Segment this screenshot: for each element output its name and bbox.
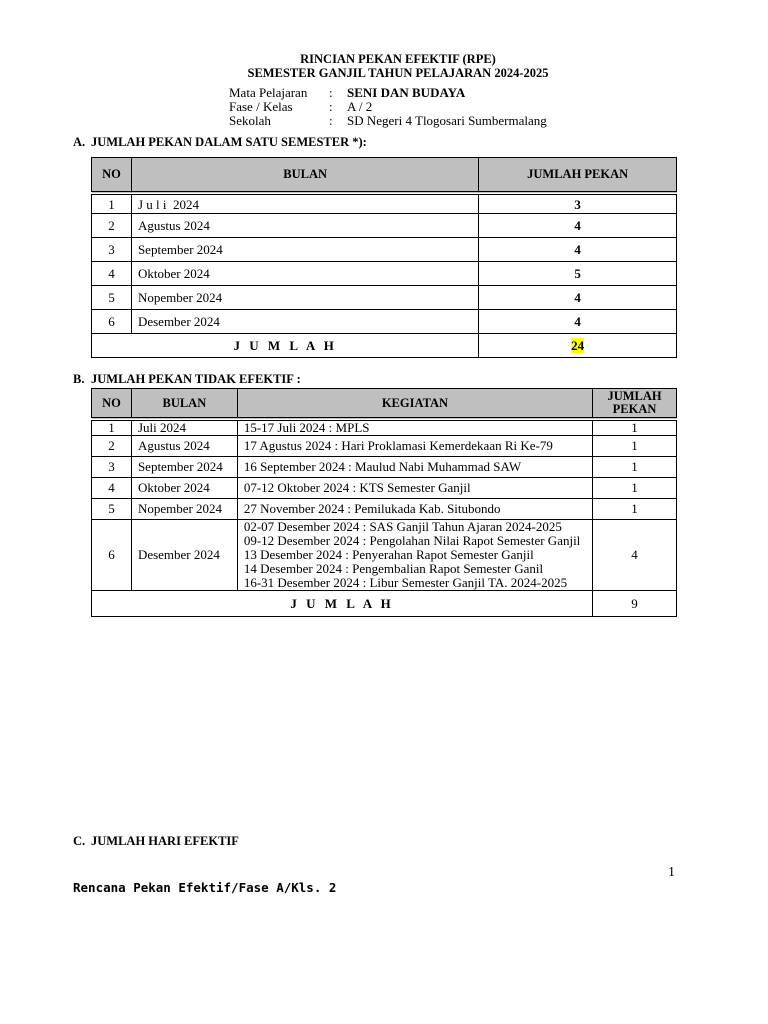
cell-bulan: September 2024 <box>131 238 478 262</box>
table-row <box>92 262 677 286</box>
document-subtitle: SEMESTER GANJIL TAHUN PELAJARAN 2024-2025 <box>247 66 549 80</box>
total-label: J U M L A H <box>92 334 479 358</box>
total-value: 9 <box>593 591 677 617</box>
total-value-highlighted: 24 <box>571 338 585 353</box>
info-label: Fase / Kelas <box>229 99 293 114</box>
info-colon: : <box>329 85 333 100</box>
cell-no: 4 <box>92 478 132 499</box>
cell-jumlah: 5 <box>479 262 677 286</box>
cell-jumlah: 1 <box>593 457 677 478</box>
cell-bulan: Nopember 2024 <box>131 499 237 520</box>
section-title: JUMLAH PEKAN TIDAK EFEKTIF : <box>91 372 301 386</box>
cell-bulan: Desember 2024 <box>131 520 237 591</box>
info-value: SD Negeri 4 Tlogosari Sumbermalang <box>347 113 547 128</box>
table-row <box>92 214 677 238</box>
table-header-row <box>92 158 677 194</box>
table-row <box>92 520 677 591</box>
cell-no: 6 <box>92 520 132 591</box>
kegiatan-line: 13 Desember 2024 : Penyerahan Rapot Semester Ganjil <box>243 547 534 562</box>
info-label: Mata Pelajaran <box>229 85 308 100</box>
cell-bulan: Agustus 2024 <box>131 436 237 457</box>
section-number: B. <box>73 372 85 386</box>
info-colon: : <box>329 99 333 114</box>
cell-bulan: Nopember 2024 <box>131 286 478 310</box>
table-row <box>92 286 677 310</box>
kegiatan-line: 14 Desember 2024 : Pengembalian Rapot Semester Ganil <box>243 561 544 576</box>
page-footer: Rencana Pekan Efektif/Fase A/Kls. 2 <box>73 880 337 895</box>
cell-no: 1 <box>92 419 132 436</box>
header-jumlah-pekan: JUMLAH PEKAN <box>479 158 677 194</box>
cell-bulan: Oktober 2024 <box>131 262 478 286</box>
info-value: A / 2 <box>347 99 373 114</box>
total-label: J U M L A H <box>92 591 593 617</box>
cell-kegiatan: 07-12 Oktober 2024 : KTS Semester Ganjil <box>237 478 592 499</box>
header-jumlah-pekan <box>593 389 677 420</box>
section-b-heading <box>73 372 301 387</box>
section-title: JUMLAH PEKAN DALAM SATU SEMESTER *): <box>91 135 367 149</box>
cell-jumlah: 4 <box>479 238 677 262</box>
section-number: C. <box>73 834 86 848</box>
cell-no: 3 <box>92 457 132 478</box>
table-row <box>92 457 677 478</box>
total-cell <box>479 334 677 358</box>
section-number: A. <box>73 135 86 149</box>
section-a-heading <box>73 135 367 150</box>
cell-bulan: J u l i 2024 <box>131 193 478 214</box>
cell-jumlah: 3 <box>479 193 677 214</box>
info-label: Sekolah <box>229 113 271 128</box>
cell-no: 6 <box>92 310 132 334</box>
cell-jumlah: 1 <box>593 499 677 520</box>
cell-no: 5 <box>92 499 132 520</box>
header-no: NO <box>92 158 132 194</box>
cell-bulan: Juli 2024 <box>131 419 237 436</box>
cell-bulan: Oktober 2024 <box>131 478 237 499</box>
info-colon: : <box>329 113 333 128</box>
cell-bulan: Desember 2024 <box>131 310 478 334</box>
table-row <box>92 436 677 457</box>
cell-jumlah: 1 <box>593 419 677 436</box>
cell-kegiatan: 15-17 Juli 2024 : MPLS <box>237 419 592 436</box>
header-bulan: BULAN <box>131 158 478 194</box>
table-pekan-tidak-efektif <box>91 388 677 617</box>
table-row <box>92 310 677 334</box>
cell-kegiatan: 27 November 2024 : Pemilukada Kab. Situbondo <box>237 499 592 520</box>
cell-jumlah: 4 <box>479 310 677 334</box>
table-row <box>92 478 677 499</box>
cell-no: 1 <box>92 193 132 214</box>
table-row <box>92 193 677 214</box>
table-total-row <box>92 591 677 617</box>
table-row <box>92 419 677 436</box>
table-row <box>92 238 677 262</box>
kegiatan-line: 02-07 Desember 2024 : SAS Ganjil Tahun Ajaran 2024-2025 <box>243 519 562 534</box>
cell-jumlah: 4 <box>593 520 677 591</box>
cell-kegiatan: 16 September 2024 : Maulud Nabi Muhammad SAW <box>237 457 592 478</box>
cell-kegiatan: 17 Agustus 2024 : Hari Proklamasi Kemerdekaan Ri Ke-79 <box>237 436 592 457</box>
cell-jumlah: 1 <box>593 436 677 457</box>
table-pekan-semester <box>91 157 677 358</box>
cell-bulan: September 2024 <box>131 457 237 478</box>
header-kegiatan: KEGIATAN <box>237 389 592 420</box>
table-total-row <box>92 334 677 358</box>
cell-kegiatan-multiline <box>237 520 592 591</box>
section-title: JUMLAH HARI EFEKTIF <box>91 834 239 848</box>
table-header-row <box>92 389 677 420</box>
cell-no: 5 <box>92 286 132 310</box>
header-jumlah-line1: JUMLAH <box>607 389 662 403</box>
cell-jumlah: 4 <box>479 214 677 238</box>
cell-jumlah: 1 <box>593 478 677 499</box>
kegiatan-line: 16-31 Desember 2024 : Libur Semester Ganjil TA. 2024-2025 <box>243 575 568 590</box>
cell-no: 3 <box>92 238 132 262</box>
cell-no: 2 <box>92 214 132 238</box>
header-jumlah-line2: PEKAN <box>612 402 657 416</box>
info-value: SENI DAN BUDAYA <box>347 85 466 100</box>
page-number: 1 <box>668 865 675 880</box>
cell-no: 4 <box>92 262 132 286</box>
header-no: NO <box>92 389 132 420</box>
cell-bulan: Agustus 2024 <box>131 214 478 238</box>
table-row <box>92 499 677 520</box>
cell-no: 2 <box>92 436 132 457</box>
document-title: RINCIAN PEKAN EFEKTIF (RPE) <box>300 52 496 66</box>
cell-jumlah: 4 <box>479 286 677 310</box>
kegiatan-line: 09-12 Desember 2024 : Pengolahan Nilai Rapot Semester Ganjil <box>243 533 581 548</box>
header-bulan: BULAN <box>131 389 237 420</box>
section-c-heading <box>73 834 239 849</box>
